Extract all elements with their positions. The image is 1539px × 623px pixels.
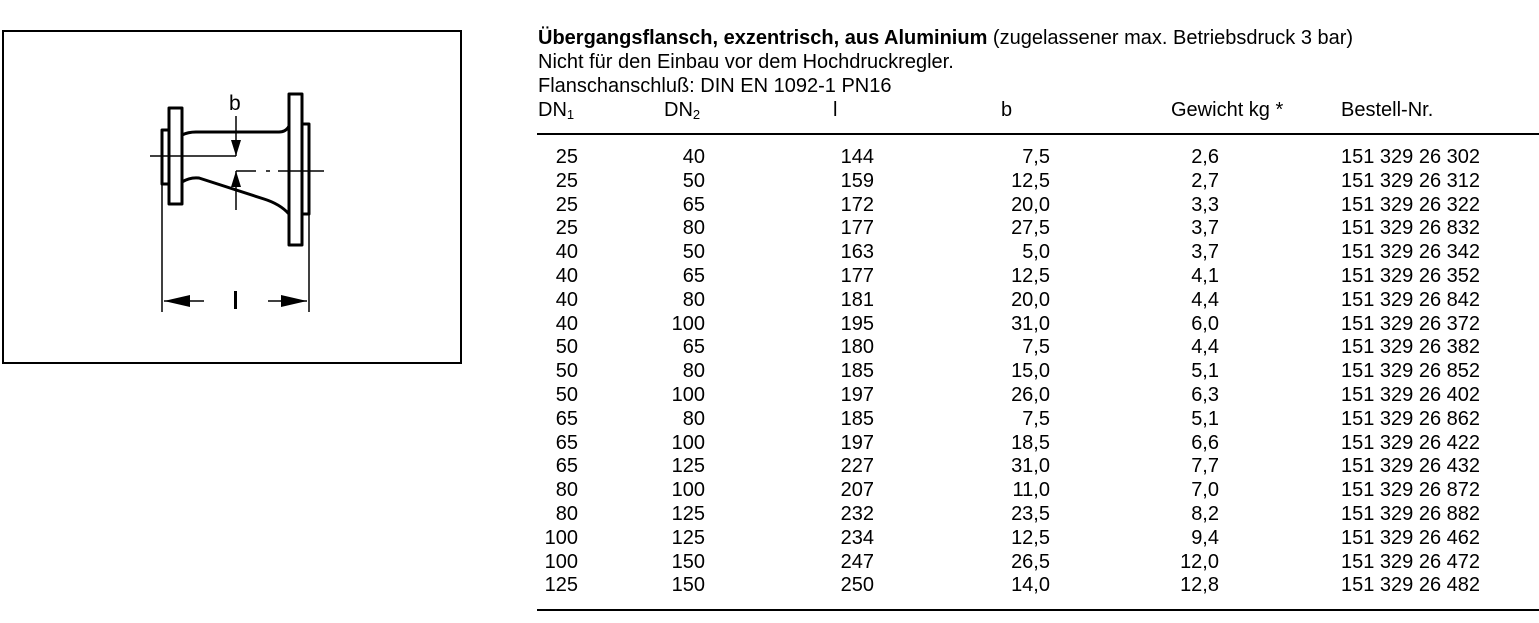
- cell-gewicht: 3,7: [1191, 241, 1219, 264]
- cell-l: 197: [840, 431, 874, 454]
- cell-b: 20,0: [1011, 193, 1050, 216]
- table-row: [0, 169, 1539, 193]
- table-row: [0, 407, 1539, 431]
- cell-l: 159: [840, 169, 874, 192]
- cell-b: 5,0: [1022, 241, 1050, 264]
- cell-b: 7,5: [1022, 336, 1050, 359]
- cell-bestell: 151 329 26 432: [1341, 455, 1481, 478]
- table-row: [0, 216, 1539, 240]
- product-title: [538, 27, 1353, 49]
- cell-gewicht: 9,4: [1191, 526, 1219, 549]
- cell-dn2: 65: [682, 193, 705, 216]
- table-top-rule: [537, 133, 1539, 135]
- cell-gewicht: 7,7: [1191, 455, 1219, 478]
- cell-dn1: 100: [544, 526, 578, 549]
- cell-b: 7,5: [1022, 146, 1050, 168]
- cell-l: 172: [840, 193, 874, 216]
- cell-b: 23,5: [1011, 502, 1050, 525]
- cell-dn2: 125: [671, 502, 705, 525]
- table-row: [0, 383, 1539, 407]
- cell-gewicht: 3,7: [1191, 217, 1219, 240]
- cell-gewicht: 8,2: [1191, 502, 1219, 525]
- cell-l: 197: [840, 383, 874, 406]
- cell-dn2: 125: [671, 526, 705, 549]
- header-dn1: $DN_1$: [538, 99, 575, 122]
- cell-gewicht: 2,7: [1191, 169, 1219, 192]
- table-row: [0, 502, 1539, 526]
- cell-dn1: 40: [555, 241, 578, 264]
- cell-dn2: 80: [682, 288, 705, 311]
- table-row: [0, 145, 1539, 169]
- table-row: [0, 431, 1539, 455]
- cell-l: 234: [840, 526, 874, 549]
- table-bottom-rule: [537, 609, 1539, 611]
- cell-b: 14,0: [1011, 574, 1050, 597]
- cell-bestell: 151 329 26 482: [1341, 574, 1481, 597]
- header-bestell-nr: Bestell-Nr.: [1341, 99, 1434, 121]
- cell-b: 27,5: [1011, 217, 1050, 240]
- installation-note: Nicht für den Einbau vor dem Hochdruckregler.: [538, 51, 954, 73]
- cell-dn1: 80: [555, 479, 578, 502]
- cell-b: 20,0: [1011, 288, 1050, 311]
- cell-dn2: 150: [671, 574, 705, 597]
- cell-b: 18,5: [1011, 431, 1050, 454]
- cell-b: 11,0: [1012, 479, 1050, 502]
- cell-dn2: 65: [682, 264, 705, 287]
- table-body: [0, 145, 1539, 597]
- table-row: [0, 454, 1539, 478]
- cell-bestell: 151 329 26 832: [1341, 217, 1481, 240]
- cell-l: 250: [840, 574, 874, 597]
- table-row: [0, 335, 1539, 359]
- cell-dn2: 100: [671, 383, 705, 406]
- cell-gewicht: 5,1: [1191, 407, 1219, 430]
- cell-bestell: 151 329 26 462: [1341, 526, 1481, 549]
- cell-dn2: 100: [671, 479, 705, 502]
- cell-gewicht: 5,1: [1191, 360, 1219, 383]
- cell-gewicht: 6,3: [1191, 383, 1219, 406]
- cell-dn2: 80: [682, 360, 705, 383]
- cell-gewicht: 3,3: [1191, 193, 1219, 216]
- cell-gewicht: 12,8: [1180, 574, 1219, 597]
- cell-b: 7,5: [1022, 407, 1050, 430]
- cell-dn2: 65: [682, 336, 705, 359]
- cell-dn2: 50: [682, 169, 705, 192]
- cell-dn1: 50: [555, 336, 578, 359]
- cell-gewicht: 4,1: [1191, 264, 1219, 287]
- table-row: [0, 359, 1539, 383]
- flange-connection-note: Flanschanschluß: DIN EN 1092-1 PN16: [538, 75, 892, 97]
- cell-bestell: 151 329 26 872: [1341, 479, 1481, 502]
- table-row: [0, 526, 1539, 550]
- cell-l: 185: [840, 360, 874, 383]
- cell-gewicht: 12,0: [1180, 550, 1219, 573]
- cell-l: 181: [840, 288, 874, 311]
- cell-dn2: 100: [671, 431, 705, 454]
- cell-gewicht: 6,0: [1191, 312, 1219, 335]
- header-dn2: $DN_2$: [664, 99, 701, 122]
- cell-b: 12,5: [1011, 169, 1050, 192]
- cell-dn1: 65: [555, 455, 578, 478]
- cell-gewicht: 6,6: [1191, 431, 1219, 454]
- cell-l: 177: [840, 264, 874, 287]
- cell-dn2: 50: [682, 241, 705, 264]
- table-row: [0, 478, 1539, 502]
- cell-bestell: 151 329 26 402: [1341, 383, 1481, 406]
- cell-dn1: 50: [555, 360, 578, 383]
- cell-gewicht: 4,4: [1191, 336, 1219, 359]
- cell-b: 12,5: [1011, 264, 1050, 287]
- cell-dn1: 100: [544, 550, 578, 573]
- cell-bestell: 151 329 26 352: [1341, 264, 1481, 287]
- cell-dn1: 40: [555, 312, 578, 335]
- cell-b: 26,0: [1011, 383, 1050, 406]
- product-title-note: (zugelassener max. Betriebsdruck 3 bar): [987, 27, 1354, 49]
- cell-dn1: 25: [555, 169, 578, 192]
- table-row: [0, 193, 1539, 217]
- cell-b: 31,0: [1011, 312, 1050, 335]
- cell-gewicht: 2,6: [1191, 146, 1219, 168]
- cell-dn1: 50: [555, 383, 578, 406]
- cell-dn1: 25: [555, 146, 578, 168]
- cell-dn2: 100: [671, 312, 705, 335]
- cell-bestell: 151 329 26 312: [1341, 169, 1481, 192]
- cell-l: 144: [840, 146, 874, 168]
- cell-l: 195: [840, 312, 874, 335]
- cell-b: 15,0: [1011, 360, 1050, 383]
- header-gewicht: Gewicht kg *: [1171, 99, 1284, 121]
- cell-l: 227: [840, 455, 874, 478]
- header-l: l: [833, 99, 838, 121]
- cell-dn2: 80: [682, 217, 705, 240]
- table-row: [0, 264, 1539, 288]
- cell-bestell: 151 329 26 472: [1341, 550, 1481, 573]
- cell-b: 26,5: [1011, 550, 1050, 573]
- cell-dn2: 125: [671, 455, 705, 478]
- cell-l: 180: [840, 336, 874, 359]
- cell-dn2: 40: [682, 146, 705, 168]
- cell-dn1: 65: [555, 431, 578, 454]
- cell-bestell: 151 329 26 342: [1341, 241, 1481, 264]
- table-row: [0, 288, 1539, 312]
- cell-dn2: 150: [671, 550, 705, 573]
- cell-bestell: 151 329 26 322: [1341, 193, 1481, 216]
- cell-l: 207: [840, 479, 874, 502]
- cell-dn1: 65: [555, 407, 578, 430]
- cell-b: 31,0: [1011, 455, 1050, 478]
- cell-l: 163: [840, 241, 874, 264]
- cell-dn1: 40: [555, 288, 578, 311]
- cell-bestell: 151 329 26 372: [1341, 312, 1481, 335]
- cell-dn1: 80: [555, 502, 578, 525]
- cell-bestell: 151 329 26 852: [1341, 360, 1481, 383]
- cell-dn2: 80: [682, 407, 705, 430]
- table-row: [0, 240, 1539, 264]
- cell-dn1: 25: [555, 217, 578, 240]
- cell-b: 12,5: [1011, 526, 1050, 549]
- table-row: [0, 312, 1539, 336]
- product-title-bold: Übergangsflansch, exzentrisch, aus Aluminium: [538, 27, 988, 49]
- cell-dn1: 40: [555, 264, 578, 287]
- cell-bestell: 151 329 26 842: [1341, 288, 1481, 311]
- cell-l: 247: [840, 550, 874, 573]
- cell-l: 177: [840, 217, 874, 240]
- cell-l: 232: [840, 502, 874, 525]
- cell-gewicht: 7,0: [1191, 479, 1219, 502]
- cell-dn1: 125: [544, 574, 578, 597]
- cell-bestell: 151 329 26 422: [1341, 431, 1481, 454]
- cell-bestell: 151 329 26 882: [1341, 502, 1481, 525]
- cell-bestell: 151 329 26 302: [1341, 146, 1481, 168]
- cell-bestell: 151 329 26 862: [1341, 407, 1481, 430]
- cell-l: 185: [840, 407, 874, 430]
- cell-bestell: 151 329 26 382: [1341, 336, 1481, 359]
- dim-b-label: b: [229, 92, 241, 115]
- header-b: b: [1001, 99, 1013, 121]
- table-row: [0, 550, 1539, 574]
- cell-gewicht: 4,4: [1191, 288, 1219, 311]
- table-row: [0, 573, 1539, 597]
- cell-dn1: 25: [555, 193, 578, 216]
